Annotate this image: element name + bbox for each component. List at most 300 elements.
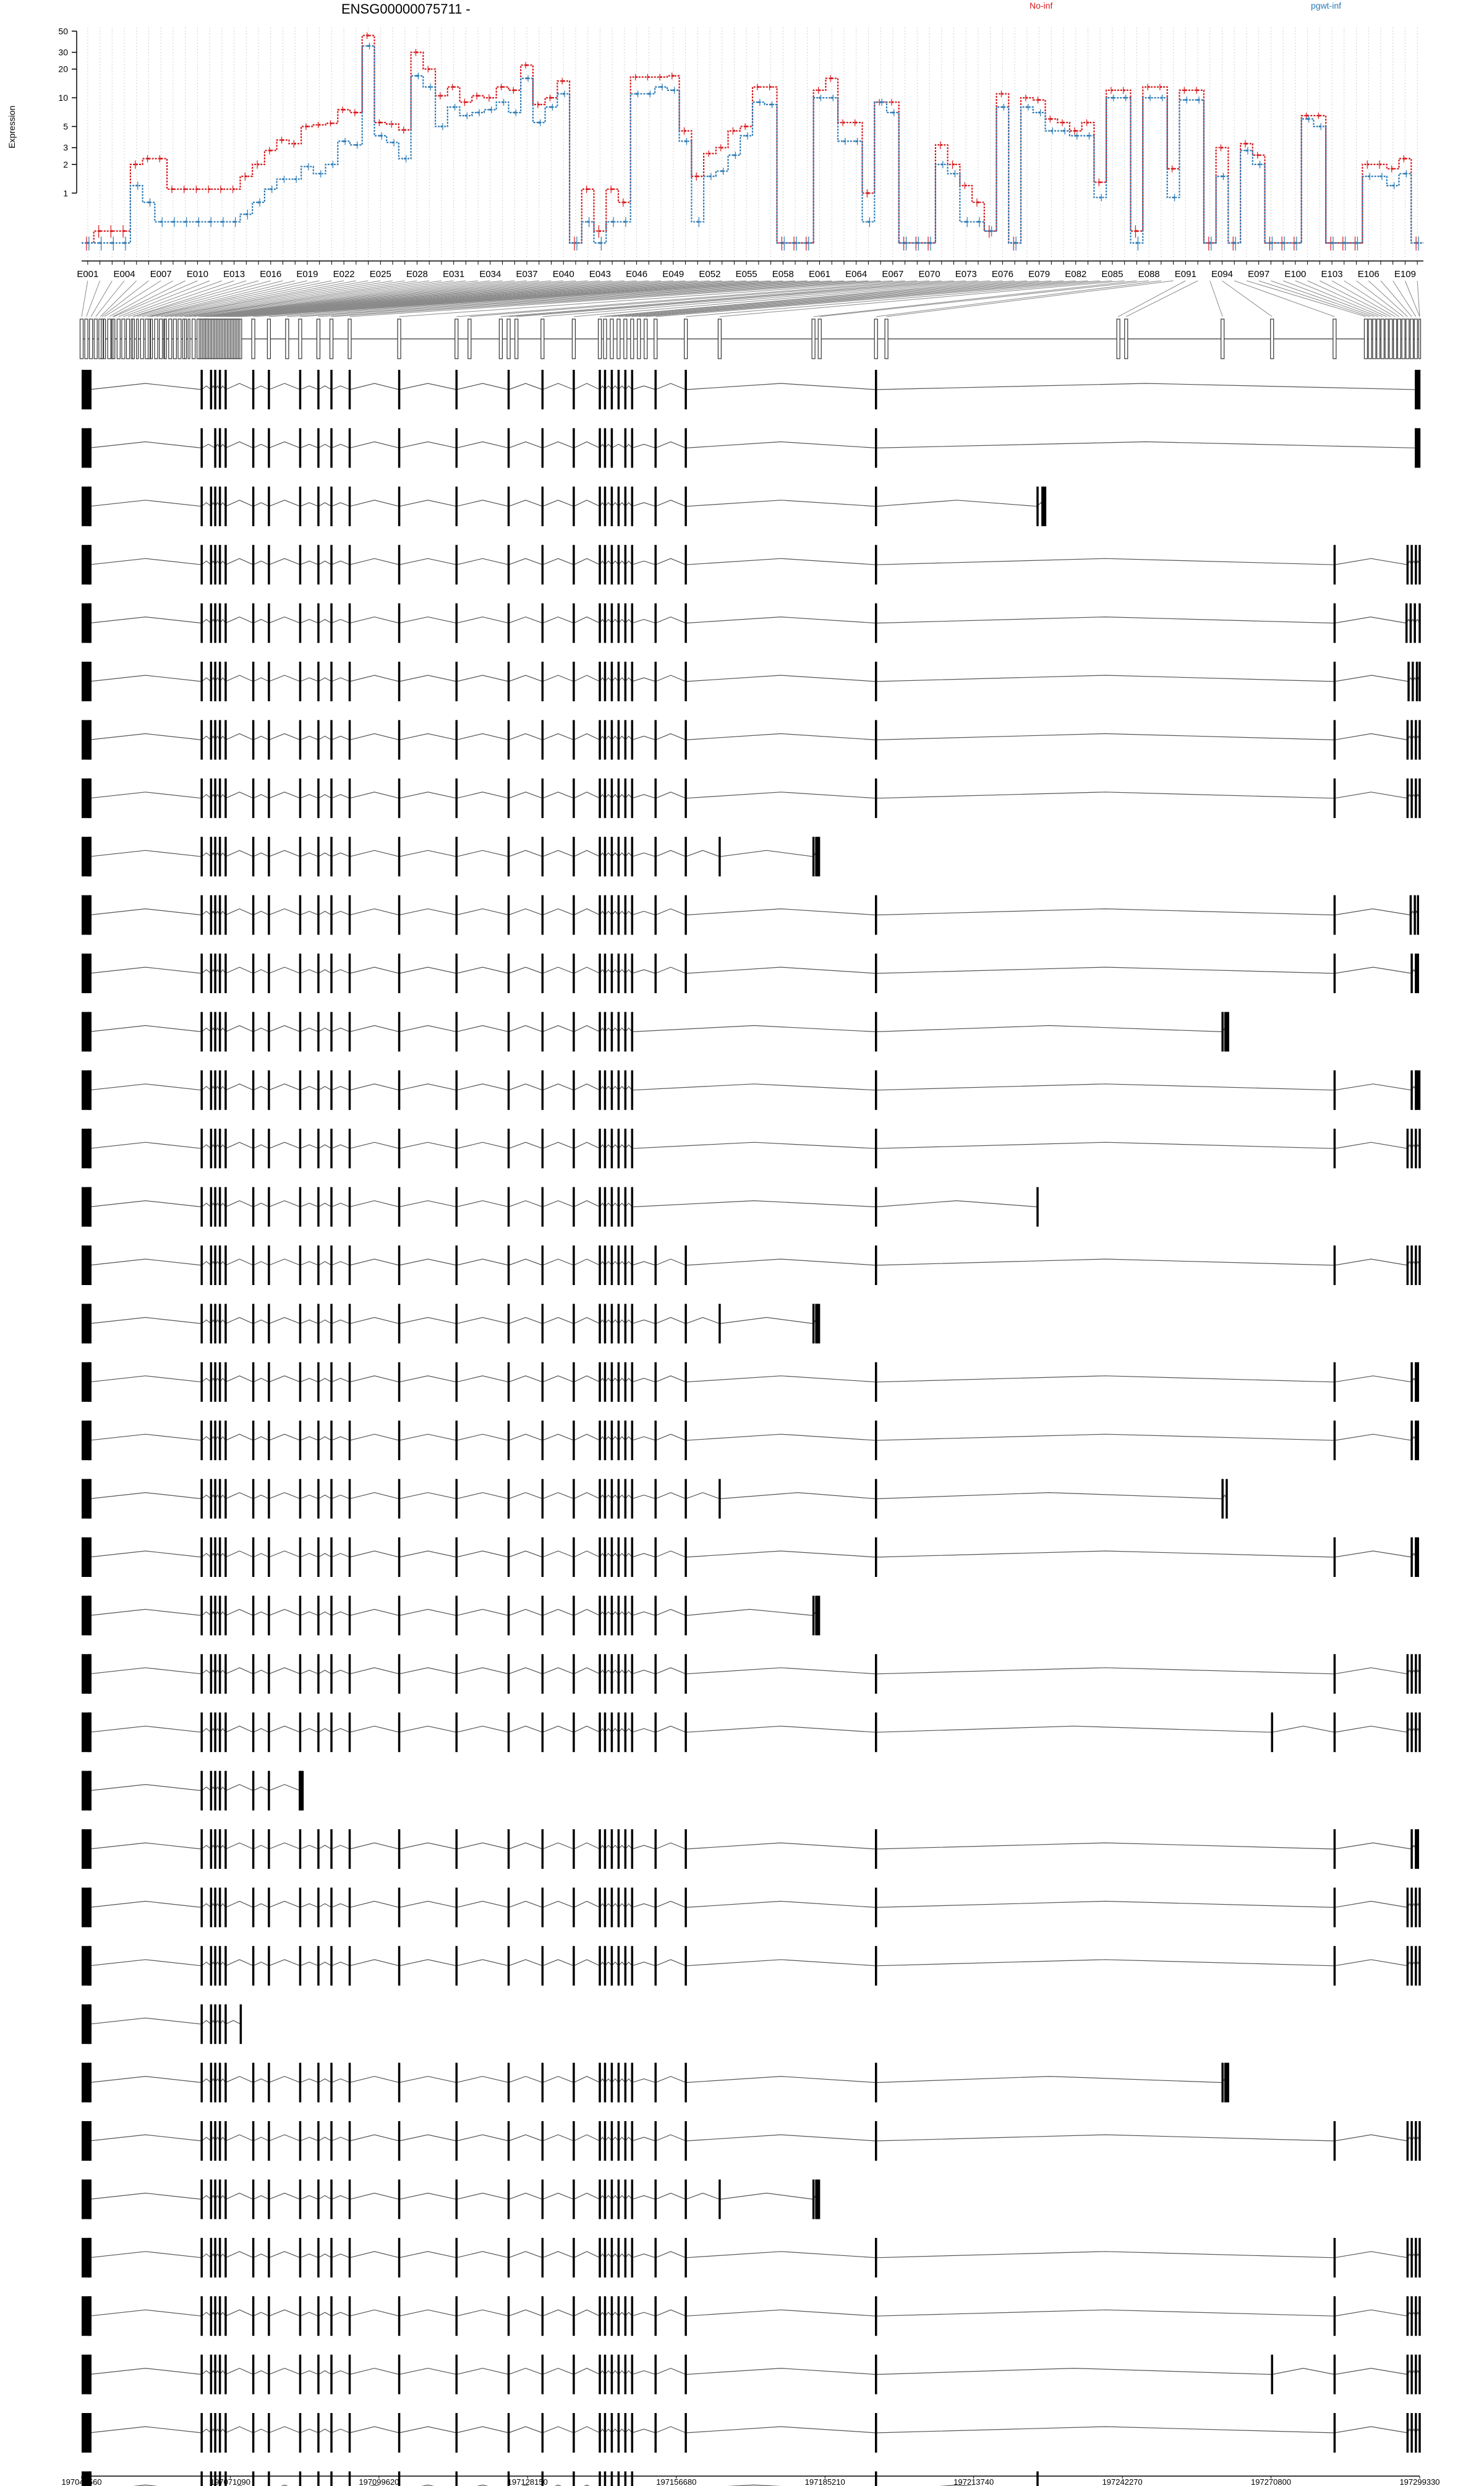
exon: [299, 720, 302, 759]
data-point: [660, 86, 662, 88]
exon: [631, 1479, 634, 1519]
exon: [398, 895, 401, 935]
exon: [252, 1946, 255, 1986]
exon: [398, 954, 401, 993]
exon: [88, 1654, 90, 1694]
exon: [317, 2238, 320, 2278]
exon: [542, 1946, 544, 1986]
intron-line: [331, 561, 350, 565]
exon: [214, 1946, 216, 1986]
exon: [654, 487, 657, 526]
data-point: [782, 242, 784, 244]
exon: [604, 1070, 607, 1110]
exon: [200, 1362, 203, 1402]
intron-line: [318, 1437, 331, 1440]
exon: [599, 487, 601, 526]
transcript-row: [82, 1420, 1419, 1460]
intron-line: [399, 2077, 457, 2083]
intron-line: [301, 1903, 319, 1907]
exon: [330, 604, 333, 643]
intron-line: [254, 1087, 269, 1090]
intron-line: [301, 561, 319, 565]
data-point: [1099, 197, 1101, 199]
intron-line: [89, 909, 202, 915]
exon: [398, 779, 401, 818]
exon-box: [599, 319, 602, 359]
intron-line: [269, 2193, 301, 2199]
exon-box: [1368, 319, 1371, 359]
intron-line: [318, 2079, 331, 2083]
exon: [299, 1070, 302, 1110]
data-point: [1270, 242, 1272, 244]
intron-line: [399, 1084, 457, 1090]
intron-line: [686, 2077, 876, 2083]
exon: [330, 720, 333, 759]
exon-connector: [1271, 281, 1374, 317]
exon: [299, 545, 302, 584]
exon: [330, 2179, 333, 2219]
exon: [210, 1420, 213, 1460]
exon: [398, 370, 401, 409]
exon: [299, 1654, 302, 1694]
exon: [252, 1012, 255, 1051]
exon: [654, 2355, 657, 2394]
intron-line: [456, 2252, 508, 2258]
exon: [268, 1479, 270, 1519]
exon: [349, 1829, 351, 1869]
data-point: [684, 140, 686, 142]
exon-box: [1419, 319, 1421, 359]
intron-line: [1334, 1726, 1407, 1732]
data-point: [940, 144, 942, 146]
intron-line: [350, 1551, 399, 1557]
intron-line: [574, 1376, 600, 1382]
intron-line: [254, 736, 269, 740]
intron-line: [226, 1493, 254, 1499]
exon: [88, 837, 90, 876]
exon: [299, 2355, 302, 2394]
x-tick-label: E025: [369, 269, 391, 280]
exon: [456, 2471, 458, 2486]
exon: [1415, 545, 1417, 584]
exon: [299, 1771, 304, 1811]
data-point: [87, 242, 88, 244]
exon: [573, 1245, 575, 1285]
data-point: [1124, 89, 1125, 91]
exon: [456, 2121, 458, 2161]
exon: [654, 2063, 657, 2103]
intron-line: [876, 2369, 1273, 2375]
intron-line: [350, 617, 399, 623]
intron-line: [89, 850, 202, 856]
data-point: [612, 221, 613, 223]
exon: [875, 2471, 877, 2486]
exon: [611, 1654, 613, 1694]
exon: [299, 1946, 302, 1986]
exon: [1334, 1887, 1336, 1927]
exon: [625, 1362, 627, 1402]
exon: [573, 1887, 575, 1927]
exon: [625, 2238, 627, 2278]
intron-line: [202, 1903, 211, 1907]
data-point: [209, 188, 211, 190]
exon: [299, 604, 302, 643]
exon: [1334, 2121, 1336, 2161]
intron-line: [655, 1843, 686, 1849]
intron-line: [331, 444, 350, 448]
exon: [317, 1362, 320, 1402]
intron-line: [509, 1142, 543, 1148]
exon: [684, 662, 687, 701]
intron-line: [226, 2077, 254, 2083]
intron-line: [632, 1378, 655, 1382]
exon: [1407, 2121, 1409, 2161]
exon: [330, 1362, 333, 1402]
intron-line: [399, 1726, 457, 1732]
intron-line: [456, 675, 508, 681]
data-point: [587, 221, 589, 223]
intron-line: [655, 2252, 686, 2258]
intron-line: [632, 795, 655, 798]
exon: [200, 1595, 203, 1635]
exon: [268, 1829, 270, 1869]
intron-line: [254, 1495, 269, 1499]
exon: [456, 487, 458, 526]
intron-line: [509, 675, 543, 681]
intron-line: [686, 850, 720, 856]
exon: [1041, 487, 1046, 526]
intron-line: [254, 2429, 269, 2433]
exon: [1036, 1187, 1039, 1227]
data-point: [1404, 158, 1406, 160]
exon: [654, 1595, 657, 1635]
exon: [573, 1829, 575, 1869]
exon: [330, 1420, 333, 1460]
exon: [349, 662, 351, 701]
exon: [1418, 662, 1421, 701]
intron-line: [542, 1142, 574, 1148]
y-tick-label: 20: [58, 64, 68, 74]
exon: [1410, 1537, 1413, 1577]
intron-line: [331, 1728, 350, 1732]
intron-line: [350, 2077, 399, 2083]
data-point: [672, 75, 674, 77]
data-point: [1209, 242, 1211, 244]
exon: [299, 837, 302, 876]
exon-box: [160, 319, 163, 359]
exon-box: [1410, 319, 1414, 359]
exon: [654, 2413, 657, 2453]
intron-line: [301, 620, 319, 623]
exon: [1410, 895, 1412, 935]
exon: [1334, 1946, 1336, 1986]
intron-line: [318, 678, 331, 681]
exon-position-connectors: [82, 281, 1420, 317]
intron-line: [456, 850, 508, 856]
exon-box: [348, 319, 351, 359]
exon: [210, 837, 213, 876]
exon: [1407, 1712, 1409, 1752]
data-point: [1245, 143, 1247, 145]
exon: [1418, 720, 1421, 759]
exon: [398, 1129, 401, 1168]
exon-box: [185, 319, 187, 359]
intron-line: [632, 2429, 655, 2433]
y-tick-label: 1: [63, 188, 68, 199]
exon: [631, 779, 634, 818]
exon: [1334, 954, 1336, 993]
exon: [200, 604, 203, 643]
exon: [1407, 2296, 1409, 2336]
exon: [815, 1595, 820, 1635]
data-point: [501, 86, 503, 88]
data-point: [257, 202, 259, 203]
data-point: [1160, 86, 1162, 88]
exon: [684, 1946, 687, 1986]
exon: [618, 1479, 620, 1519]
intron-line: [226, 2020, 241, 2024]
intron-line: [1334, 1668, 1407, 1674]
intron-line: [202, 912, 211, 915]
data-point: [892, 101, 893, 103]
data-point: [1221, 147, 1223, 148]
intron-line: [350, 792, 399, 798]
intron-line: [301, 853, 319, 856]
exon-box: [1377, 319, 1380, 359]
exon: [219, 1362, 221, 1402]
exon: [252, 604, 255, 643]
exon: [330, 1070, 333, 1110]
exon: [625, 895, 627, 935]
exon-box: [603, 319, 607, 359]
exon: [599, 2355, 601, 2394]
data-point: [660, 76, 662, 78]
exon: [875, 2355, 877, 2394]
x-tick-label: E046: [626, 269, 648, 280]
exon: [654, 1887, 657, 1927]
intron-line: [399, 792, 457, 798]
exon: [219, 1245, 221, 1285]
data-point: [1380, 176, 1381, 177]
exon: [684, 720, 687, 759]
intron-line: [399, 909, 457, 915]
exon: [631, 954, 634, 993]
data-point: [953, 163, 955, 165]
intron-line: [686, 442, 876, 448]
intron-line: [89, 1551, 202, 1557]
data-point: [294, 178, 296, 180]
exon: [252, 1771, 255, 1811]
exon: [330, 1829, 333, 1869]
intron-line: [331, 503, 350, 506]
exon: [349, 1420, 351, 1460]
intron-line: [632, 1320, 655, 1323]
exon: [200, 1187, 203, 1227]
exon: [618, 662, 620, 701]
data-point: [672, 89, 674, 91]
exon: [618, 2296, 620, 2336]
exon-box: [286, 319, 289, 359]
exon-connector: [1210, 281, 1222, 317]
intron-line: [226, 2369, 254, 2375]
exon: [268, 954, 270, 993]
exon: [599, 428, 601, 468]
exon: [88, 2004, 90, 2044]
exon: [200, 662, 203, 701]
exon: [599, 662, 601, 701]
data-point: [855, 122, 857, 124]
exon-connector: [612, 281, 1026, 317]
intron-line: [632, 1962, 655, 1966]
exon: [812, 837, 815, 876]
intron-line: [318, 1145, 331, 1148]
intron-line: [399, 442, 457, 448]
exon: [611, 2471, 613, 2486]
exon: [88, 1362, 90, 1402]
exon: [625, 1070, 627, 1110]
exon: [88, 895, 90, 935]
exon-box: [610, 319, 613, 359]
exon: [1415, 428, 1420, 468]
exon: [252, 545, 255, 584]
intron-line: [350, 675, 399, 681]
intron-line: [632, 970, 655, 973]
data-point: [514, 111, 516, 113]
exon: [654, 1829, 657, 1869]
exon: [330, 662, 333, 701]
exon: [398, 1420, 401, 1460]
exon: [200, 370, 203, 409]
exon: [1334, 1129, 1336, 1168]
intron-line: [350, 909, 399, 915]
data-point: [819, 97, 821, 99]
data-point: [697, 221, 699, 223]
exon: [349, 895, 351, 935]
intron-line: [331, 1203, 350, 1207]
exon-box: [299, 319, 302, 359]
exon-box: [818, 319, 821, 359]
data-point: [709, 176, 710, 177]
intron-line: [456, 617, 508, 623]
exon: [654, 604, 657, 643]
data-point: [1196, 99, 1198, 101]
intron-line: [318, 1262, 331, 1265]
intron-line: [89, 1201, 202, 1207]
data-point: [770, 103, 772, 105]
exon: [631, 487, 634, 526]
exon: [252, 1595, 255, 1635]
data-point: [270, 188, 271, 190]
exon: [631, 545, 634, 584]
intron-line: [254, 561, 269, 565]
exon: [573, 2238, 575, 2278]
exon: [1418, 2238, 1421, 2278]
intron-line: [89, 1960, 202, 1966]
intron-line: [632, 1553, 655, 1557]
exon: [349, 1304, 351, 1343]
exon: [317, 895, 320, 935]
exon-box: [101, 319, 103, 359]
intron-line: [686, 1376, 876, 1382]
intron-line: [254, 2312, 269, 2316]
exon: [573, 428, 575, 468]
x-tick-label: E031: [443, 269, 465, 280]
exon: [224, 1187, 227, 1227]
exon: [210, 2121, 213, 2161]
intron-line: [632, 2371, 655, 2375]
intron-line: [318, 444, 331, 448]
exon: [625, 2413, 627, 2453]
intron-line: [542, 967, 574, 973]
exon-connector: [114, 281, 197, 317]
intron-line: [1334, 2310, 1407, 2316]
exon-gridlines: [88, 27, 1417, 260]
exon: [252, 370, 255, 409]
exon: [611, 1129, 613, 1168]
exon-box: [654, 319, 657, 359]
data-point: [1258, 163, 1260, 165]
exon: [618, 720, 620, 759]
exon: [1415, 370, 1420, 409]
exon: [299, 954, 302, 993]
intron-line: [509, 1726, 543, 1732]
exon: [611, 2121, 613, 2161]
exon: [330, 487, 333, 526]
intron-line: [574, 383, 600, 390]
intron-line: [686, 1843, 876, 1849]
intron-line: [456, 2310, 508, 2316]
exon: [214, 1595, 216, 1635]
exon: [224, 2121, 227, 2161]
exon: [224, 1654, 227, 1694]
exon: [214, 1187, 216, 1227]
exon: [224, 1070, 227, 1110]
exon: [398, 428, 401, 468]
data-point: [1319, 114, 1321, 116]
transcript-row: [82, 1479, 1228, 1519]
exon: [573, 1362, 575, 1402]
intron-line: [1334, 675, 1409, 681]
data-point: [489, 109, 491, 111]
intron-line: [318, 795, 331, 798]
data-point: [160, 221, 162, 223]
intron-line: [686, 558, 876, 565]
intron-line: [574, 1201, 600, 1207]
exon: [252, 1070, 255, 1110]
data-point: [209, 221, 211, 223]
intron-line: [399, 1434, 457, 1440]
data-point: [550, 106, 552, 108]
intron-line: [686, 1259, 876, 1265]
exon: [508, 2063, 510, 2103]
exon: [456, 1070, 458, 1110]
intron-line: [456, 1843, 508, 1849]
exon: [349, 428, 351, 468]
exon: [88, 2179, 90, 2219]
intron-line: [1334, 733, 1407, 740]
exon: [508, 720, 510, 759]
exon: [268, 1712, 270, 1752]
data-point: [953, 173, 955, 174]
exon: [573, 837, 575, 876]
intron-line: [89, 2369, 202, 2375]
intron-line: [574, 2077, 600, 2083]
exon: [268, 1654, 270, 1694]
intron-line: [226, 1551, 254, 1557]
exon: [684, 954, 687, 993]
exon: [875, 545, 877, 584]
exon: [88, 604, 90, 643]
